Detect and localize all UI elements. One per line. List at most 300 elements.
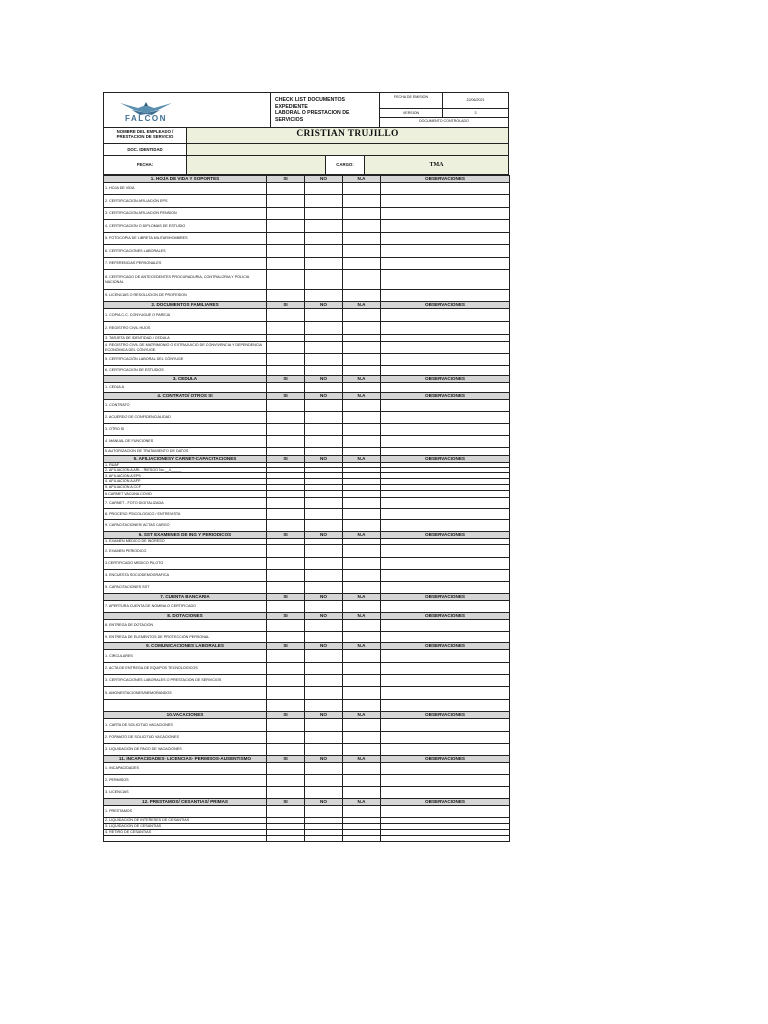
- col-si: SI: [267, 755, 305, 762]
- checklist-row: [104, 245, 510, 258]
- observaciones-cell[interactable]: [381, 805, 510, 817]
- check-no[interactable]: [305, 762, 343, 774]
- check-na[interactable]: [343, 649, 381, 662]
- observaciones-cell[interactable]: [381, 497, 510, 508]
- check-no[interactable]: [305, 342, 343, 354]
- check-no[interactable]: [305, 290, 343, 302]
- check-no[interactable]: [305, 322, 343, 335]
- check-na[interactable]: [343, 686, 381, 699]
- checklist-row: [104, 569, 510, 581]
- document-header: [103, 92, 509, 128]
- col-observaciones: OBSERVACIONES: [381, 612, 510, 619]
- col-si: SI: [267, 302, 305, 309]
- item-label: 5. CERTIFICACIÓN LABORAL DEL CÓNYUGE: [104, 354, 267, 366]
- observaciones-cell[interactable]: [381, 699, 510, 711]
- check-si[interactable]: [267, 835, 305, 841]
- item-label: [104, 699, 267, 711]
- section-header: [104, 798, 510, 805]
- check-no[interactable]: [305, 508, 343, 519]
- check-si[interactable]: [267, 508, 305, 519]
- check-no[interactable]: [305, 233, 343, 245]
- check-no[interactable]: [305, 335, 343, 342]
- check-no[interactable]: [305, 519, 343, 531]
- checklist-row: [104, 220, 510, 233]
- section-header: [104, 593, 510, 600]
- observaciones-cell[interactable]: [381, 258, 510, 270]
- checklist-row: [104, 258, 510, 270]
- check-si[interactable]: [267, 448, 305, 456]
- check-si[interactable]: [267, 335, 305, 342]
- check-no[interactable]: [305, 195, 343, 208]
- check-si[interactable]: [267, 258, 305, 270]
- col-si: SI: [267, 711, 305, 718]
- check-si[interactable]: [267, 762, 305, 774]
- item-label: 2. REGISTRO CIVIL HIJOS: [104, 322, 267, 335]
- check-no[interactable]: [305, 557, 343, 569]
- checklist-row: [104, 436, 510, 448]
- observaciones-cell[interactable]: [381, 674, 510, 686]
- checklist-row: [104, 290, 510, 302]
- checklist-row: [104, 774, 510, 786]
- check-na[interactable]: [343, 774, 381, 786]
- observaciones-cell[interactable]: [381, 557, 510, 569]
- check-no[interactable]: [305, 544, 343, 557]
- check-si[interactable]: [267, 322, 305, 335]
- section-title: 12. PRESTAMOS/ CESANTIAS/ PRIMAS: [104, 798, 267, 805]
- section-title: 2. DOCUMENTOS FAMILIARES: [104, 302, 267, 309]
- check-no[interactable]: [305, 183, 343, 195]
- check-si[interactable]: [267, 743, 305, 755]
- observaciones-cell[interactable]: [381, 649, 510, 662]
- observaciones-cell[interactable]: [381, 762, 510, 774]
- observaciones-cell[interactable]: [381, 436, 510, 448]
- observaciones-cell[interactable]: [381, 270, 510, 290]
- checklist-table: [103, 175, 510, 842]
- check-na[interactable]: [343, 508, 381, 519]
- check-si[interactable]: [267, 400, 305, 412]
- col-no: NO: [305, 642, 343, 649]
- check-na[interactable]: [343, 762, 381, 774]
- item-label: 4. AFILIACION A AFP: [104, 479, 267, 484]
- checklist-row: [104, 519, 510, 531]
- checklist-row: [104, 674, 510, 686]
- check-si[interactable]: [267, 649, 305, 662]
- check-si[interactable]: [267, 366, 305, 376]
- check-na[interactable]: [343, 619, 381, 631]
- item-label: 1. CARTA DE SOLICITUD VACACIONES: [104, 718, 267, 731]
- section-title: 11. INCAPACIDADES- LICENCIAS- PERMISOS-AUSENTISMO: [104, 755, 267, 762]
- employee-name-row: [103, 128, 509, 144]
- check-na[interactable]: [343, 786, 381, 798]
- observaciones-cell[interactable]: [381, 662, 510, 674]
- col-si: SI: [267, 393, 305, 400]
- documento-controlado: DOCUMENTO CONTROLADO: [419, 119, 469, 123]
- check-no[interactable]: [305, 208, 343, 220]
- check-si[interactable]: [267, 424, 305, 436]
- item-label: 3. LIQUIDACION DE CESANTIAS: [104, 823, 267, 829]
- item-label: 3. TARJETA DE IDENTIDAD / CEDULA: [104, 335, 267, 342]
- observaciones-cell[interactable]: [381, 183, 510, 195]
- check-si[interactable]: [267, 342, 305, 354]
- section-header: [104, 755, 510, 762]
- observaciones-cell[interactable]: [381, 233, 510, 245]
- check-no[interactable]: [305, 270, 343, 290]
- observaciones-cell[interactable]: [381, 569, 510, 581]
- check-na[interactable]: [343, 674, 381, 686]
- check-no[interactable]: [305, 490, 343, 497]
- checklist-row: [104, 342, 510, 354]
- check-na[interactable]: [343, 448, 381, 456]
- observaciones-cell[interactable]: [381, 490, 510, 497]
- check-no[interactable]: [305, 581, 343, 593]
- checklist-row: [104, 544, 510, 557]
- check-si[interactable]: [267, 600, 305, 612]
- check-si[interactable]: [267, 270, 305, 290]
- observaciones-cell[interactable]: [381, 581, 510, 593]
- check-na[interactable]: [343, 497, 381, 508]
- check-na[interactable]: [343, 581, 381, 593]
- item-label: 7. APERTURA CUENTA DE NOMINA O CERTIFICADO: [104, 600, 267, 612]
- checklist-row: [104, 366, 510, 376]
- employee-label: NOMBRE DEL EMPLEADO / PRESTACION DE SERVICIO: [116, 129, 174, 139]
- check-na[interactable]: [343, 519, 381, 531]
- check-no[interactable]: [305, 686, 343, 699]
- checklist-row: [104, 400, 510, 412]
- check-no[interactable]: [305, 436, 343, 448]
- check-no[interactable]: [305, 245, 343, 258]
- col-no: NO: [305, 176, 343, 183]
- check-no[interactable]: [305, 805, 343, 817]
- check-si[interactable]: [267, 544, 305, 557]
- check-si[interactable]: [267, 569, 305, 581]
- check-si[interactable]: [267, 774, 305, 786]
- check-na[interactable]: [343, 490, 381, 497]
- check-no[interactable]: [305, 448, 343, 456]
- check-no[interactable]: [305, 699, 343, 711]
- check-si[interactable]: [267, 718, 305, 731]
- check-no[interactable]: [305, 718, 343, 731]
- check-si[interactable]: [267, 309, 305, 322]
- check-na[interactable]: [343, 335, 381, 342]
- check-na[interactable]: [343, 699, 381, 711]
- checklist-row: [104, 233, 510, 245]
- item-label: 5. FOTOCOPIA DE LIBRETA MILITAR/HOMBRES: [104, 233, 267, 245]
- check-na[interactable]: [343, 662, 381, 674]
- check-na[interactable]: [343, 322, 381, 335]
- check-na[interactable]: [343, 631, 381, 642]
- logo-text: FALCON: [125, 114, 167, 123]
- section-title: 8. DOTACIONES: [104, 612, 267, 619]
- col-si: SI: [267, 456, 305, 463]
- item-label: 3. CERTIFICACION AFILIACION PENSION: [104, 208, 267, 220]
- check-na[interactable]: [343, 835, 381, 841]
- checklist-row: [104, 649, 510, 662]
- checklist-row: [104, 718, 510, 731]
- check-no[interactable]: [305, 424, 343, 436]
- observaciones-cell[interactable]: [381, 354, 510, 366]
- check-na[interactable]: [343, 743, 381, 755]
- check-na[interactable]: [343, 195, 381, 208]
- check-si[interactable]: [267, 383, 305, 393]
- section-header: [104, 456, 510, 463]
- meta-row-controlado: [380, 118, 508, 125]
- check-no[interactable]: [305, 731, 343, 743]
- check-na[interactable]: [343, 258, 381, 270]
- col-na: N.A: [343, 593, 381, 600]
- col-observaciones: OBSERVACIONES: [381, 456, 510, 463]
- checklist-row: [104, 731, 510, 743]
- observaciones-cell[interactable]: [381, 600, 510, 612]
- check-si[interactable]: [267, 662, 305, 674]
- check-na[interactable]: [343, 731, 381, 743]
- observaciones-cell[interactable]: [381, 366, 510, 376]
- col-no: NO: [305, 612, 343, 619]
- check-si[interactable]: [267, 557, 305, 569]
- section-header: [104, 711, 510, 718]
- checklist-row: [104, 600, 510, 612]
- observaciones-cell[interactable]: [381, 448, 510, 456]
- checklist-row: [104, 743, 510, 755]
- observaciones-cell[interactable]: [381, 519, 510, 531]
- check-si[interactable]: [267, 699, 305, 711]
- document-title: [271, 93, 380, 127]
- meta-row-version: [380, 109, 508, 118]
- col-observaciones: OBSERVACIONES: [381, 711, 510, 718]
- observaciones-cell[interactable]: [381, 743, 510, 755]
- check-no[interactable]: [305, 366, 343, 376]
- item-label: 3. LICENCIAS: [104, 786, 267, 798]
- check-si[interactable]: [267, 631, 305, 642]
- observaciones-cell[interactable]: [381, 731, 510, 743]
- check-no[interactable]: [305, 220, 343, 233]
- item-label: 7. REFERENCIAS PERSONALES: [104, 258, 267, 270]
- col-no: NO: [305, 755, 343, 762]
- observaciones-cell[interactable]: [381, 220, 510, 233]
- observaciones-cell[interactable]: [381, 544, 510, 557]
- check-na[interactable]: [343, 557, 381, 569]
- fecha-value[interactable]: [186, 156, 325, 174]
- check-si[interactable]: [267, 220, 305, 233]
- section-header: [104, 376, 510, 383]
- check-no[interactable]: [305, 412, 343, 424]
- check-si[interactable]: [267, 490, 305, 497]
- observaciones-cell[interactable]: [381, 309, 510, 322]
- col-si: SI: [267, 176, 305, 183]
- check-na[interactable]: [343, 400, 381, 412]
- item-label: 4. CERTIFICACION O DIPLOMAS DE ESTUDIO: [104, 220, 267, 233]
- check-si[interactable]: [267, 674, 305, 686]
- check-na[interactable]: [343, 718, 381, 731]
- observaciones-cell[interactable]: [381, 195, 510, 208]
- check-si[interactable]: [267, 354, 305, 366]
- check-si[interactable]: [267, 581, 305, 593]
- col-na: N.A: [343, 176, 381, 183]
- check-na[interactable]: [343, 270, 381, 290]
- check-no[interactable]: [305, 354, 343, 366]
- check-no[interactable]: [305, 662, 343, 674]
- section-title: 4. CONTRATO/ OTROS SI: [104, 393, 267, 400]
- check-no[interactable]: [305, 600, 343, 612]
- check-si[interactable]: [267, 290, 305, 302]
- doc-identidad-value[interactable]: [186, 144, 508, 155]
- item-label: 4. RETIRO DE CESANTIAS: [104, 829, 267, 835]
- check-no[interactable]: [305, 569, 343, 581]
- check-na[interactable]: [343, 342, 381, 354]
- observaciones-cell[interactable]: [381, 400, 510, 412]
- check-no[interactable]: [305, 649, 343, 662]
- col-observaciones: OBSERVACIONES: [381, 593, 510, 600]
- check-si[interactable]: [267, 183, 305, 195]
- check-na[interactable]: [343, 366, 381, 376]
- observaciones-cell[interactable]: [381, 631, 510, 642]
- item-label: 2. CERTIFICACION AFILIACION EPS: [104, 195, 267, 208]
- check-no[interactable]: [305, 674, 343, 686]
- check-na[interactable]: [343, 424, 381, 436]
- col-no: NO: [305, 531, 343, 538]
- check-si[interactable]: [267, 519, 305, 531]
- check-na[interactable]: [343, 600, 381, 612]
- check-no[interactable]: [305, 743, 343, 755]
- check-na[interactable]: [343, 805, 381, 817]
- check-na[interactable]: [343, 245, 381, 258]
- check-no[interactable]: [305, 258, 343, 270]
- col-na: N.A: [343, 456, 381, 463]
- col-si: SI: [267, 798, 305, 805]
- section-header: [104, 531, 510, 538]
- check-no[interactable]: [305, 309, 343, 322]
- observaciones-cell[interactable]: [381, 412, 510, 424]
- section-title: 10.VACACIONES: [104, 711, 267, 718]
- check-si[interactable]: [267, 412, 305, 424]
- checklist-row: [104, 490, 510, 497]
- item-label: 2. EXAMEN PERIODICO: [104, 544, 267, 557]
- observaciones-cell[interactable]: [381, 290, 510, 302]
- col-observaciones: OBSERVACIONES: [381, 798, 510, 805]
- checklist-row: [104, 335, 510, 342]
- section-title: 1. HOJA DE VIDA Y SOPORTES: [104, 176, 267, 183]
- check-na[interactable]: [343, 183, 381, 195]
- observaciones-cell[interactable]: [381, 786, 510, 798]
- col-observaciones: OBSERVACIONES: [381, 376, 510, 383]
- check-na[interactable]: [343, 569, 381, 581]
- observaciones-cell[interactable]: [381, 835, 510, 841]
- item-label: 2. PERMISOS: [104, 774, 267, 786]
- checklist-row: [104, 448, 510, 456]
- col-no: NO: [305, 376, 343, 383]
- checklist-document: [103, 92, 509, 842]
- check-si[interactable]: [267, 195, 305, 208]
- item-label: 9. CAPACITACIONES/ ACTAS CARGO: [104, 519, 267, 531]
- section-title: 7. CUENTA BANCARIA: [104, 593, 267, 600]
- item-label: 1. PRESTAMOS: [104, 805, 267, 817]
- observaciones-cell[interactable]: [381, 245, 510, 258]
- checklist-row: [104, 412, 510, 424]
- item-label: 8. ENTREGA DE DOTACION: [104, 619, 267, 631]
- section-header: [104, 176, 510, 183]
- check-no[interactable]: [305, 835, 343, 841]
- col-no: NO: [305, 798, 343, 805]
- col-observaciones: OBSERVACIONES: [381, 393, 510, 400]
- observaciones-cell[interactable]: [381, 424, 510, 436]
- check-na[interactable]: [343, 290, 381, 302]
- item-label: 2. ACTA DE ENTREGA DE EQUIPOS TECNOLOGICOS: [104, 662, 267, 674]
- check-na[interactable]: [343, 544, 381, 557]
- check-si[interactable]: [267, 436, 305, 448]
- checklist-row: [104, 208, 510, 220]
- employee-name-label: [104, 128, 186, 143]
- col-na: N.A: [343, 711, 381, 718]
- check-na[interactable]: [343, 208, 381, 220]
- observaciones-cell[interactable]: [381, 774, 510, 786]
- item-label: 8. PROCESO PSICOLOGICO / ENTREVISTA: [104, 508, 267, 519]
- check-si[interactable]: [267, 786, 305, 798]
- observaciones-cell[interactable]: [381, 686, 510, 699]
- check-no[interactable]: [305, 383, 343, 393]
- check-si[interactable]: [267, 619, 305, 631]
- item-label: 7. CARNET - FOTO DIGITALIZADA: [104, 497, 267, 508]
- check-na[interactable]: [343, 309, 381, 322]
- item-label: [104, 835, 267, 841]
- item-label: 5. AFILIACION A CCF: [104, 484, 267, 490]
- check-si[interactable]: [267, 245, 305, 258]
- observaciones-cell[interactable]: [381, 383, 510, 393]
- check-si[interactable]: [267, 497, 305, 508]
- col-si: SI: [267, 531, 305, 538]
- check-na[interactable]: [343, 233, 381, 245]
- check-na[interactable]: [343, 412, 381, 424]
- item-label: 1. COPIA C.C. CONYUGUE O PAREJA: [104, 309, 267, 322]
- check-si[interactable]: [267, 731, 305, 743]
- fecha-label: FECHA:: [104, 156, 186, 174]
- fecha-emision-label: FECHA DE EMISION: [380, 93, 443, 108]
- col-na: N.A: [343, 798, 381, 805]
- title-line-1: CHECK LIST DOCUMENTOS EXPEDIENTE: [275, 97, 345, 110]
- checklist-row: [104, 581, 510, 593]
- col-si: SI: [267, 642, 305, 649]
- check-na[interactable]: [343, 354, 381, 366]
- check-no[interactable]: [305, 786, 343, 798]
- observaciones-cell[interactable]: [381, 335, 510, 342]
- item-label: 1. CIRCULARES: [104, 649, 267, 662]
- check-na[interactable]: [343, 220, 381, 233]
- observaciones-cell[interactable]: [381, 619, 510, 631]
- observaciones-cell[interactable]: [381, 718, 510, 731]
- observaciones-cell[interactable]: [381, 508, 510, 519]
- checklist-row: [104, 699, 510, 711]
- item-label: 6. CERTIFICACIONES LABORALES: [104, 245, 267, 258]
- checklist-row: [104, 383, 510, 393]
- observaciones-cell[interactable]: [381, 322, 510, 335]
- check-no[interactable]: [305, 631, 343, 642]
- observaciones-cell[interactable]: [381, 342, 510, 354]
- item-label: 6. CERTIFICACION DE ESTUDIOS: [104, 366, 267, 376]
- check-no[interactable]: [305, 774, 343, 786]
- observaciones-cell[interactable]: [381, 208, 510, 220]
- check-na[interactable]: [343, 383, 381, 393]
- check-si[interactable]: [267, 805, 305, 817]
- check-na[interactable]: [343, 436, 381, 448]
- col-na: N.A: [343, 755, 381, 762]
- check-si[interactable]: [267, 686, 305, 699]
- col-si: SI: [267, 376, 305, 383]
- col-na: N.A: [343, 302, 381, 309]
- check-no[interactable]: [305, 619, 343, 631]
- check-no[interactable]: [305, 497, 343, 508]
- section-header: [104, 393, 510, 400]
- check-si[interactable]: [267, 208, 305, 220]
- check-si[interactable]: [267, 233, 305, 245]
- check-no[interactable]: [305, 400, 343, 412]
